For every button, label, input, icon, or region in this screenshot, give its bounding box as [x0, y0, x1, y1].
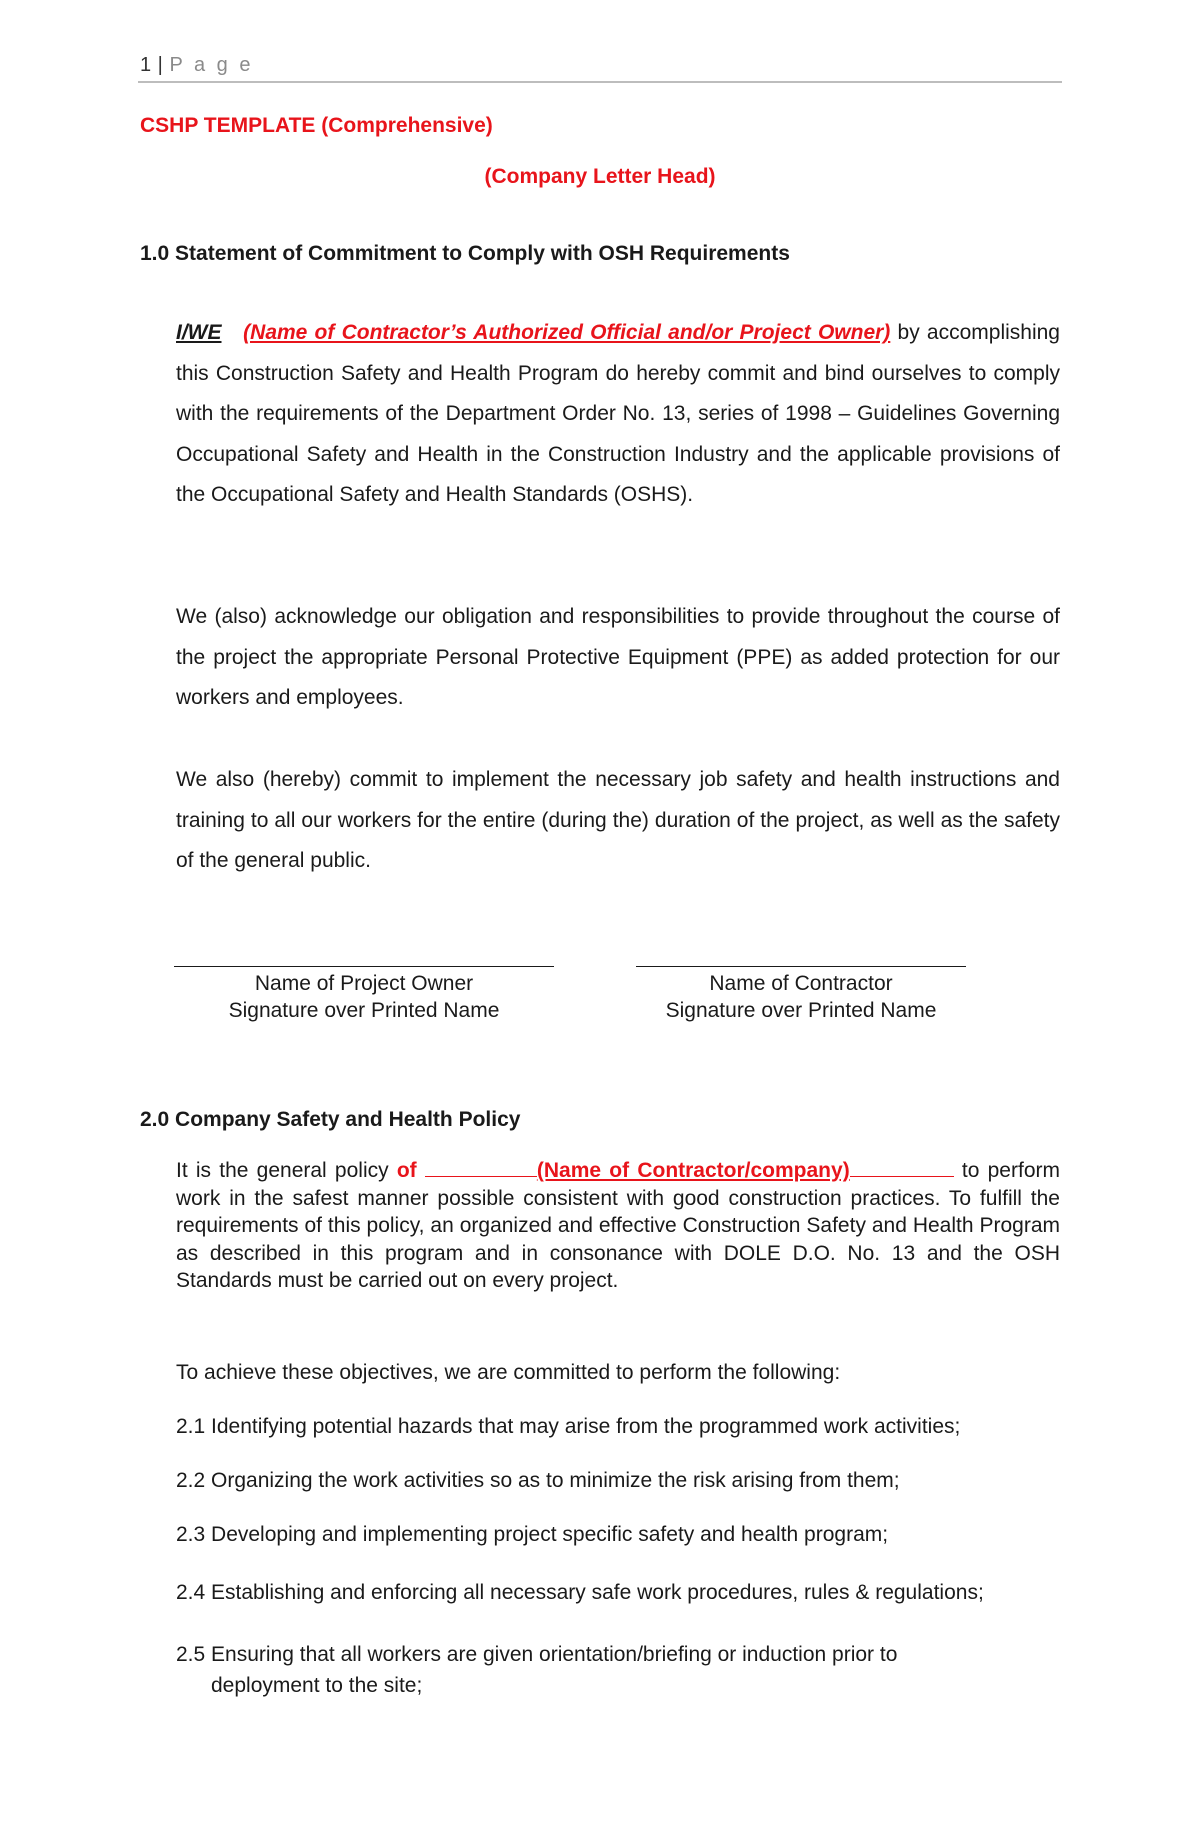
commitment-paragraph-1 [176, 313, 1060, 516]
list-item: 2.2 Organizing the work activities so as to minimize the risk arising from them; [176, 1469, 900, 1492]
section-2-heading: 2.0 Company Safety and Health Policy [140, 1108, 521, 1131]
objectives-intro: To achieve these objectives, we are committed to perform the following: [176, 1361, 841, 1384]
list-item: 2.1 Identifying potential hazards that may arise from the programmed work activities; [176, 1415, 961, 1438]
list-item-5-first-line: 2.5 Ensuring that all workers are given orientation/briefing or induction prior to [176, 1643, 898, 1666]
page-number-value: 1 [140, 54, 152, 76]
contractor-signature-caption: Signature over Printed Name [665, 999, 937, 1022]
policy-of: of [396, 1159, 417, 1182]
commitment-paragraph-3: We also (hereby) commit to implement the necessary job safety and health instructions and training to all our workers for the entire (during the) duration of the project, as well as the safety of the general public. [176, 768, 1060, 872]
owner-signature-line [174, 966, 554, 967]
contractor-signature-block [636, 966, 966, 1024]
page-label: P a g e [169, 54, 254, 76]
policy-blank-before [425, 1176, 537, 1177]
company-letterhead: (Company Letter Head) [484, 165, 716, 188]
page-number [140, 54, 253, 77]
authorized-official-placeholder: (Name of Contractor’s Authorized Official and/or Project Owner) [243, 321, 891, 344]
iwe-label: I/WE [176, 321, 222, 344]
section-1-heading: 1.0 Statement of Commitment to Comply with OSH Requirements [140, 242, 790, 265]
list-item: 2.4 Establishing and enforcing all necessary safe work procedures, rules & regulations; [176, 1581, 984, 1604]
page-number-separator: | [151, 54, 170, 76]
owner-name-label: Name of Project Owner [254, 972, 474, 995]
contractor-signature-line [636, 966, 966, 967]
list-item-5-continuation: deployment to the site; [211, 1674, 423, 1697]
policy-blank-after [850, 1176, 954, 1177]
contractor-name-label: Name of Contractor [709, 972, 893, 995]
policy-paragraph [176, 1157, 1060, 1295]
contractor-company-placeholder: (Name of Contractor/company) [536, 1159, 850, 1182]
project-owner-signature-block [174, 966, 554, 1024]
list-item: 2.3 Developing and implementing project specific safety and health program; [176, 1523, 889, 1546]
list-item [176, 1639, 1060, 1701]
document-title: CSHP TEMPLATE (Comprehensive) [140, 114, 493, 137]
commitment-paragraph-1-text: by accomplishing this Construction Safety and Health Program do hereby commit and bind ourselves to comply with the requirements of the Department Order No. 13, series of 1998 – Guidelines Governing Occupational Safety and Health in the Construction Industry and the applicable provisions of the Occupational Safety and Health Standards (OSHS). [176, 321, 1060, 506]
header-divider [138, 81, 1062, 83]
owner-signature-caption: Signature over Printed Name [228, 999, 500, 1022]
policy-text: to perform work in the safest manner possible consistent with good construction practices. To fulfill the requirements of this policy, an organized and effective Construction Safety and Health Program as described in this program and in consonance with DOLE D.O. No. 13 and the OSH Standards must be carried out on every project. [176, 1159, 1060, 1292]
commitment-paragraph-2: We (also) acknowledge our obligation and responsibilities to provide throughout the course of the project the appropriate Personal Protective Equipment (PPE) as added protection for our workers and employees. [176, 605, 1060, 709]
policy-lead: It is the general policy [176, 1159, 397, 1182]
